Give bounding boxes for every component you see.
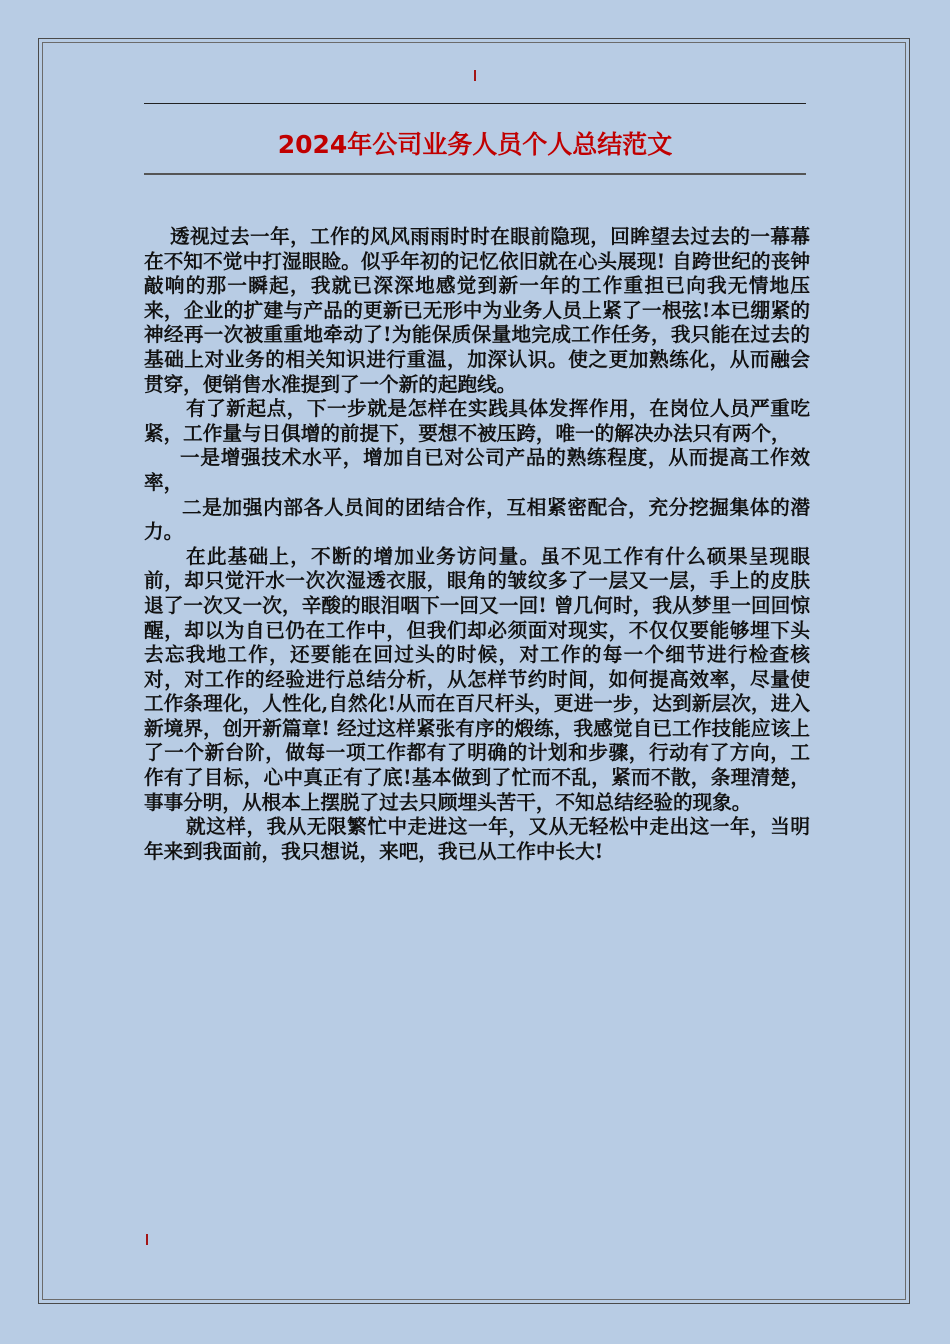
- header-mark: [474, 70, 476, 81]
- header-rule: [144, 103, 806, 104]
- title-underline: [144, 173, 806, 175]
- paragraph-3: 一是增强技术水平，增加自已对公司产品的熟练程度，从而提高工作效率，: [144, 446, 810, 494]
- document-title: 2024年公司业务人员个人总结范文: [277, 130, 673, 159]
- paragraph-6: 就这样，我从无限繁忙中走进这一年，又从无轻松中走出这一年，当明年来到我面前，我只想说，来吧，我已从工作中长大!: [144, 815, 810, 863]
- paragraph-5: 在此基础上，不断的增加业务访问量。虽不见工作有什么硕果呈现眼前，却只觉汗水一次次湿透衣服，眼角的皱纹多了一层又一层，手上的皮肤退了一次又一次，辛酸的眼泪咽下一回又一回! 曾几何时，我从梦里一回回惊醒，却以为自已仍在工作中，但我们却必须面对现实，不仅仅要能够埋下头去忘我地工作，还要能在回过头的时候，对工作的每一个细节进行检查核对，对工作的经验进行总结分析，从怎样节约时间，如何提高效率，尽量使工作条理化，人性化,自然化!从而在百尺杆头，更进一步，达到新层次，进入新境界，创开新篇章! 经过这样紧张有序的煅练，我感觉自已工作技能应该上了一个新台阶，做每一项工作都有了明确的计划和步骤，行动有了方向，工作有了目标，心中真正有了底!基本做到了忙而不乱，紧而不散，条理清楚，事事分明，从根本上摆脱了过去只顾埋头苦干，不知总结经验的现象。: [144, 544, 810, 814]
- paragraph-2: 有了新起点，下一步就是怎样在实践具体发挥作用，在岗位人员严重吃紧，工作量与日俱增的前提下，要想不被压跨，唯一的解决办法只有两个，: [144, 397, 810, 445]
- footer-mark: [146, 1234, 148, 1245]
- paragraph-4: 二是加强内部各人员间的团结合作，互相紧密配合，充分挖掘集体的潜力。: [144, 495, 810, 544]
- document-body: [144, 225, 810, 864]
- paragraph-1: 透视过去一年，工作的风风雨雨时时在眼前隐现，回眸望去过去的一幕幕在不知不觉中打湿眼睑。似乎年初的记忆依旧就在心头展现! 自跨世纪的丧钟敲响的那一瞬起，我就已深深地感觉到新一年的工作重担已向我无情地压来，企业的扩建与产品的更新已无形中为业务人员上紧了一根弦!本已绷紧的神经再一次被重重地牵动了!为能保质保量地完成工作任务，我只能在过去的基础上对业务的相关知识进行重温，加深认识。使之更加熟练化，从而融会贯穿，便销售水准提到了一个新的起跑线。: [144, 225, 810, 396]
